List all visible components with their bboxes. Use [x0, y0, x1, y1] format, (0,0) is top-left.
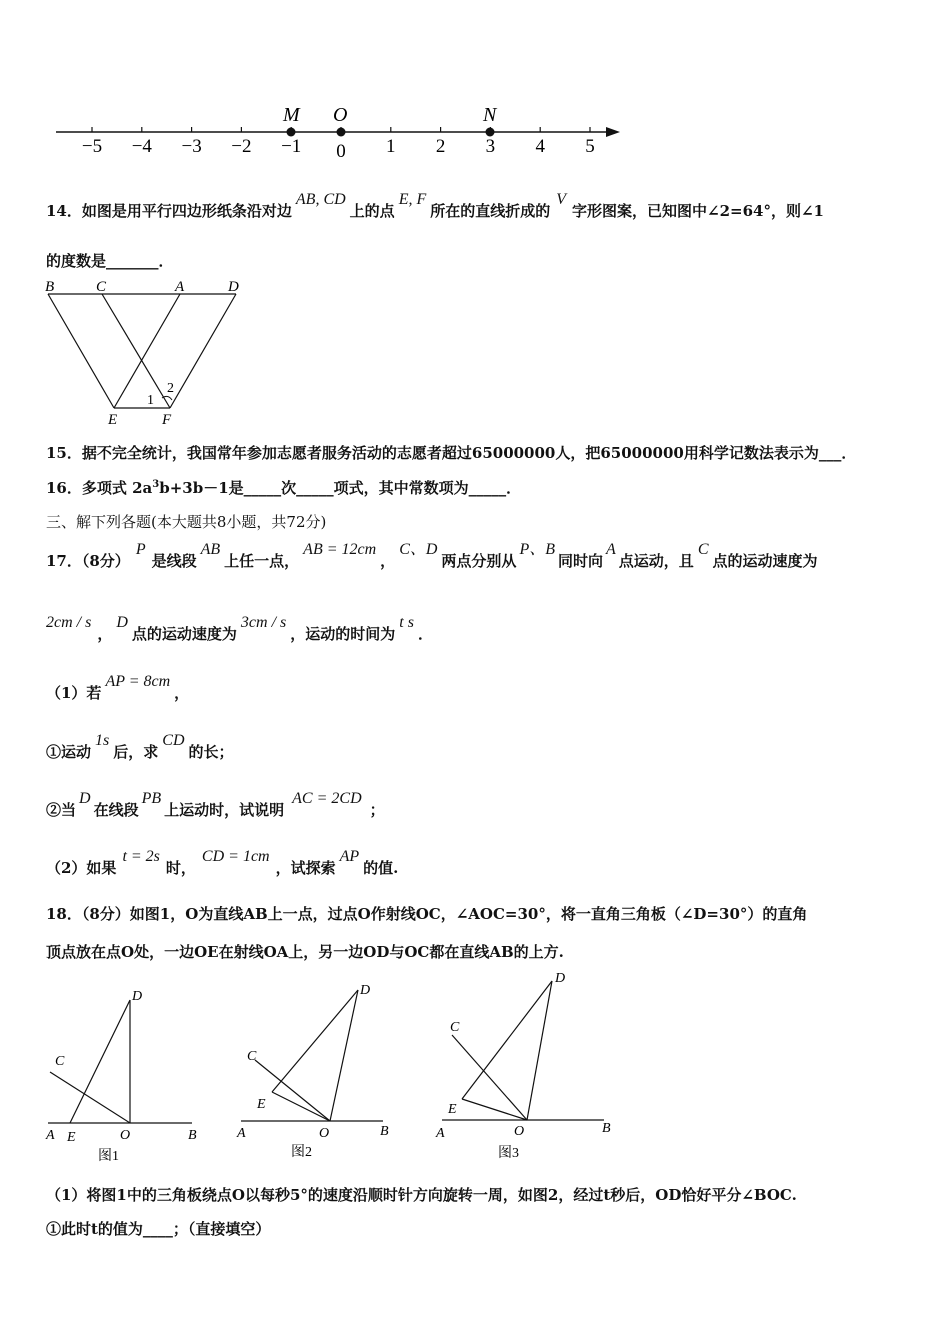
tick-label: −3 — [181, 136, 202, 157]
label-o: O — [333, 104, 348, 126]
tick-label: −1 — [281, 136, 302, 157]
q17-part2: （2）如果t = 2s时，CD = 1cm，试探索AP的值. — [46, 848, 399, 877]
svg-text:D: D — [555, 971, 566, 986]
point-o — [337, 128, 346, 137]
q18-part1: （1）将图1中的三角板绕点O以每秒5°的速度沿顺时针方向旋转一周，如图2，经过t秒后，OD恰好平分∠BOC. — [46, 1186, 797, 1204]
q18-line2: 顶点放在点O处，一边OE在射线OA上，另一边OD与OC都在直线AB的上方. — [46, 943, 564, 961]
svg-text:A: A — [46, 1128, 55, 1143]
q17-part1-sub2: ②当D在线段PB上运动时，试说明AC = 2CD； — [46, 790, 385, 819]
q14-line2: 的度数是_______． — [46, 252, 174, 270]
svg-text:2: 2 — [167, 381, 174, 396]
svg-text:B: B — [380, 1124, 389, 1139]
svg-text:C: C — [247, 1049, 257, 1064]
svg-text:1: 1 — [147, 393, 154, 408]
svg-text:D: D — [132, 989, 143, 1004]
svg-text:A: A — [436, 1126, 445, 1141]
q18-figure-2 — [235, 980, 415, 1165]
q18-part1-sub1: ①此时t的值为____；（直接填空） — [46, 1220, 271, 1238]
q18-figure-1 — [40, 980, 220, 1165]
q16: 16．多项式 $2a^3b+3b-1$是_____次_____项式，其中常数项为_____． — [46, 479, 522, 497]
q17-line2: 2cm / s，D点的运动速度为3cm / s，运动的时间为t s． — [46, 614, 433, 643]
svg-text:图3: 图3 — [498, 1146, 519, 1161]
svg-text:A: A — [175, 279, 185, 295]
q14-line1: 14．如图是用平行四边形纸条沿对边AB, CD上的点E, F所在的直线折成的V字形图案，已知图中∠2=64°，则∠1 — [46, 191, 824, 220]
svg-text:O: O — [514, 1124, 525, 1139]
label-n: N — [483, 104, 497, 126]
q17-line1: 17．（8分）P是线段AB上任一点，AB = 12cm，C、D两点分别从P、B同时向A点运动，且C点的运动速度为 — [46, 541, 818, 570]
svg-text:E: E — [257, 1097, 266, 1112]
tick-label: 3 — [485, 136, 496, 157]
svg-text:图1: 图1 — [98, 1149, 119, 1164]
svg-text:C: C — [96, 279, 107, 295]
q18-line1: 18．（8分）如图1，O为直线AB上一点，过点O作射线OC，∠AOC=30°，将一直角三角板（∠D=30°）的直角 — [46, 905, 808, 923]
svg-text:B: B — [602, 1121, 611, 1136]
q18-figure-3 — [432, 965, 622, 1165]
svg-text:O: O — [120, 1128, 131, 1143]
svg-text:E: E — [67, 1130, 76, 1145]
svg-text:B: B — [188, 1128, 197, 1143]
svg-text:E: E — [108, 412, 118, 428]
q17-part1-sub1: ①运动1s后，求CD的长； — [46, 732, 234, 761]
svg-text:D: D — [228, 279, 239, 295]
tick-label: 0 — [336, 141, 346, 162]
point-m — [287, 128, 296, 137]
tick-label: −2 — [231, 136, 252, 157]
tick-label: 5 — [585, 136, 595, 157]
section-3-heading: 三、解下列各题(本大题共8小题，共72分) — [46, 513, 327, 531]
svg-text:C: C — [55, 1054, 65, 1069]
svg-text:B: B — [45, 279, 55, 295]
label-m: M — [283, 104, 300, 126]
number-line — [0, 95, 950, 165]
tick-label: 1 — [386, 136, 396, 157]
point-n — [486, 128, 495, 137]
svg-text:D: D — [360, 983, 371, 998]
tick-label: −4 — [131, 136, 152, 157]
tick-label: −5 — [81, 136, 103, 157]
svg-text:C: C — [450, 1020, 460, 1035]
svg-text:A: A — [237, 1126, 246, 1141]
svg-text:图2: 图2 — [291, 1145, 312, 1160]
tick-label: 4 — [535, 136, 545, 157]
svg-text:E: E — [448, 1102, 457, 1117]
q17-part1: （1）若AP = 8cm， — [46, 673, 190, 702]
tick-label: 2 — [435, 136, 446, 157]
q15: 15．据不完全统计，我国常年参加志愿者服务活动的志愿者超过65000000人，把65000000用科学记数法表示为___． — [46, 444, 857, 462]
svg-text:O: O — [319, 1126, 330, 1141]
svg-text:F: F — [162, 412, 172, 428]
q14-figure — [40, 278, 260, 428]
